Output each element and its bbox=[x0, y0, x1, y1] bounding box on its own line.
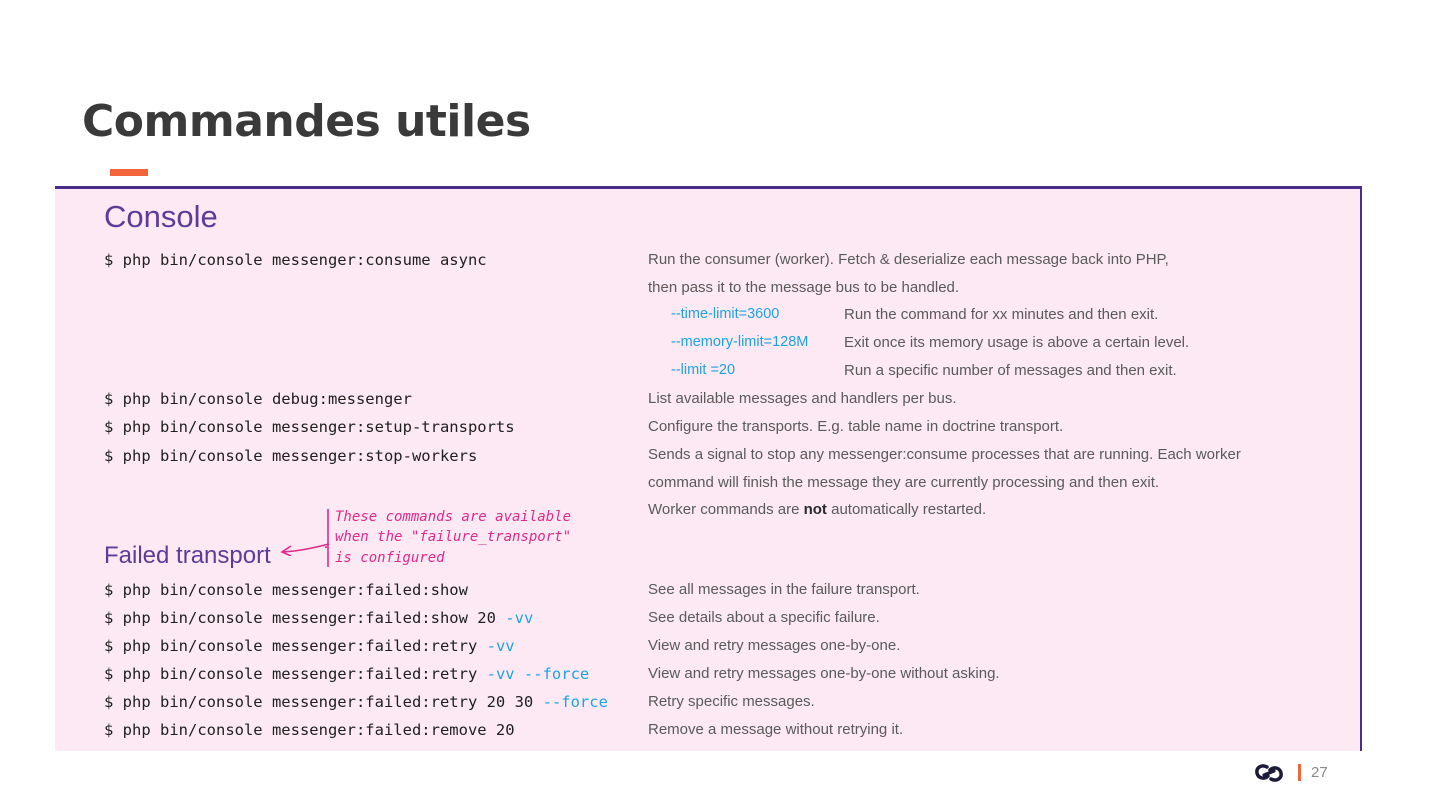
annotation-line-2: when the "failure_transport" bbox=[335, 529, 572, 545]
limit-flag: --limit =20 bbox=[671, 362, 736, 378]
setup-transports-command: $ php bin/console messenger:setup-transports bbox=[104, 418, 515, 436]
time-limit-flag: --time-limit=3600 bbox=[671, 306, 780, 322]
console-heading: Console bbox=[104, 199, 218, 234]
command-text: $ php bin/console messenger:failed:retry bbox=[104, 665, 487, 683]
failed-show-detail-command bbox=[104, 609, 533, 627]
failed-retry-command bbox=[104, 637, 515, 655]
annotation-line-1: These commands are available bbox=[335, 509, 572, 525]
failed-retry-force-command bbox=[104, 665, 589, 683]
command-option: -vv --force bbox=[486, 665, 590, 683]
failed-show-description: See all messages in the failure transport. bbox=[648, 581, 920, 598]
failed-remove-command bbox=[104, 721, 515, 739]
consume-description-line-2: then pass it to the message bus to be handled. bbox=[648, 279, 960, 296]
stop-workers-description-line-3 bbox=[648, 501, 986, 518]
title-accent-bar bbox=[110, 169, 148, 176]
memory-limit-flag: --memory-limit=128M bbox=[671, 334, 809, 350]
failed-show-command bbox=[104, 581, 468, 599]
command-text: $ php bin/console messenger:failed:show 20 bbox=[104, 609, 506, 627]
debug-command: $ php bin/console debug:messenger bbox=[104, 390, 412, 408]
command-option: -vv bbox=[505, 609, 534, 627]
memory-limit-description: Exit once its memory usage is above a certain level. bbox=[844, 334, 1190, 351]
failed-transport-heading: Failed transport bbox=[104, 542, 271, 569]
consume-command: $ php bin/console messenger:consume async bbox=[104, 251, 487, 269]
command-text: $ php bin/console messenger:failed:retry 20 30 bbox=[104, 693, 543, 711]
failed-retry-specific-description: Retry specific messages. bbox=[648, 693, 815, 710]
page-number: 27 bbox=[1311, 764, 1328, 781]
command-text: $ php bin/console messenger:failed:show bbox=[104, 581, 468, 599]
consume-description-line-1: Run the consumer (worker). Fetch & deserialize each message back into PHP, bbox=[648, 251, 1169, 268]
command-text: $ php bin/console messenger:failed:retry bbox=[104, 637, 487, 655]
chain-link-logo-icon bbox=[1255, 763, 1283, 783]
failed-show-detail-description: See details about a specific failure. bbox=[648, 609, 880, 626]
limit-description: Run a specific number of messages and then exit. bbox=[844, 362, 1177, 379]
setup-transports-description: Configure the transports. E.g. table name in doctrine transport. bbox=[648, 418, 1064, 435]
command-text: $ php bin/console messenger:failed:remove 20 bbox=[104, 721, 515, 739]
failed-remove-description: Remove a message without retrying it. bbox=[648, 721, 904, 738]
debug-description: List available messages and handlers per bus. bbox=[648, 390, 957, 407]
stop-workers-description-line-1: Sends a signal to stop any messenger:consume processes that are running. Each worker bbox=[648, 446, 1241, 463]
slide-title: Commandes utiles bbox=[82, 96, 531, 147]
commands-panel bbox=[55, 186, 1362, 751]
time-limit-description: Run the command for xx minutes and then exit. bbox=[844, 306, 1159, 323]
footer-separator bbox=[1298, 764, 1301, 781]
restart-note-suffix: automatically restarted. bbox=[826, 501, 987, 518]
annotation-pointer-icon bbox=[277, 532, 333, 556]
restart-note-prefix: Worker commands are bbox=[648, 501, 804, 518]
stop-workers-description-line-2: command will finish the message they are currently processing and then exit. bbox=[648, 474, 1160, 491]
restart-note-emphasis: not bbox=[803, 501, 827, 518]
failed-retry-specific-command bbox=[104, 693, 608, 711]
annotation-line-3: is configured bbox=[335, 550, 445, 566]
stop-workers-command: $ php bin/console messenger:stop-workers bbox=[104, 447, 478, 465]
command-option: --force bbox=[542, 693, 608, 711]
failed-retry-force-description: View and retry messages one-by-one without asking. bbox=[648, 665, 1000, 682]
failed-retry-description: View and retry messages one-by-one. bbox=[648, 637, 901, 654]
command-option: -vv bbox=[486, 637, 515, 655]
failure-transport-annotation bbox=[325, 507, 655, 573]
